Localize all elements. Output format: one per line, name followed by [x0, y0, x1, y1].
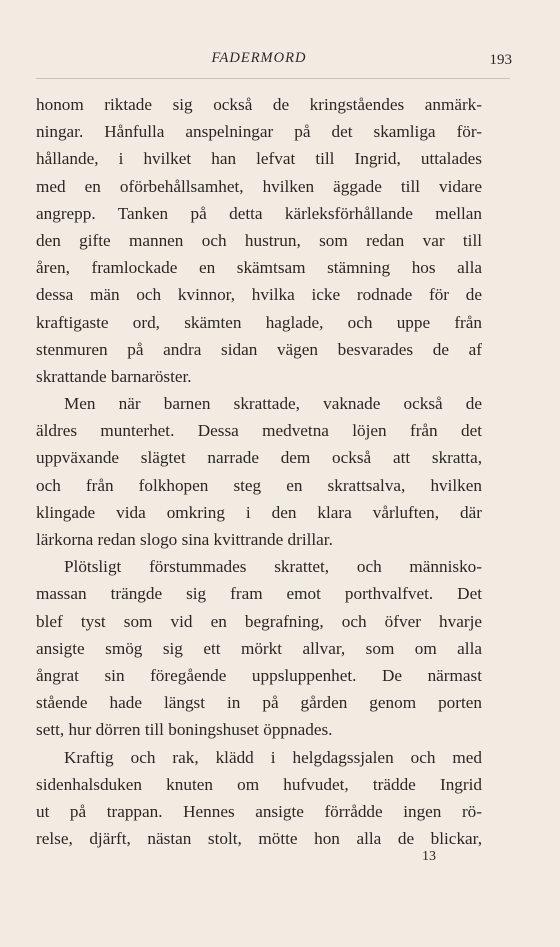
- text-line: stenmuren på andra sidan vägen besvarades de af: [36, 339, 482, 359]
- page-number: 193: [489, 52, 512, 68]
- text-line: massan trängde sig fram emot porthvalfvet. Det: [36, 584, 482, 604]
- header-rule: [36, 78, 510, 79]
- text-line: dessa män och kvinnor, hvilka icke rodnade för de: [36, 285, 482, 305]
- text-line: ångrat sin föregående uppsluppenhet. De närmast: [36, 665, 482, 685]
- text-line: hållande, i hvilket han lefvat till Ingrid, uttalades: [36, 149, 482, 169]
- text-line: ansigte smög sig ett mörkt allvar, som om alla: [36, 638, 482, 658]
- text-line: ut på trappan. Hennes ansigte förrådde ingen rö-: [36, 801, 482, 821]
- text-line: relse, djärft, nästan stolt, mötte hon alla de blickar,: [36, 829, 482, 849]
- signature-mark: 13: [422, 849, 436, 864]
- running-title: FADERMORD: [211, 50, 307, 66]
- text-line: Plötsligt förstummades skrattet, och människo-: [64, 557, 482, 577]
- text-line: klingade vida omkring i den klara vårluften, där: [36, 502, 482, 522]
- text-line: blef tyst som vid en begrafning, och öfver hvarje: [36, 611, 482, 631]
- text-line: honom riktade sig också de kringståendes anmärk-: [36, 95, 482, 114]
- text-line: äldres munterhet. Dessa medvetna löjen från det: [36, 421, 482, 441]
- text-line: uppväxande slägtet narrade dem också att skratta,: [36, 448, 482, 468]
- text-line: med en oförbehållsamhet, hvilken äggade till vidare: [36, 176, 482, 196]
- text-line: sett, hur dörren till boningshuset öppnades.: [36, 720, 333, 740]
- text-line: kraftigaste ord, skämten haglade, och uppe från: [36, 312, 482, 332]
- text-line: och från folkhopen steg en skrattsalva, hvilken: [36, 475, 482, 495]
- text-line: lärkorna redan slogo sina kvittrande drillar.: [36, 530, 333, 549]
- text-line: sidenhalsduken knuten om hufvudet, trädde Ingrid: [36, 774, 482, 794]
- page-header: [36, 50, 512, 74]
- body-text: [36, 91, 482, 852]
- text-line: ningar. Hånfulla anspelningar på det skamliga för-: [36, 122, 482, 142]
- text-line: den gifte mannen och hustrun, som redan var till: [36, 230, 482, 250]
- text-line: Kraftig och rak, klädd i helgdagssjalen och med: [64, 747, 482, 767]
- text-line: åren, framlockade en skämtsam stämning hos alla: [36, 258, 482, 278]
- text-line: Men när barnen skrattade, vaknade också de: [64, 394, 482, 414]
- text-line: stående hade längst in på gården genom porten: [36, 693, 482, 713]
- text-line: skrattande barnaröster.: [36, 366, 192, 386]
- text-line: angrepp. Tanken på detta kärleksförhållande mellan: [36, 203, 482, 223]
